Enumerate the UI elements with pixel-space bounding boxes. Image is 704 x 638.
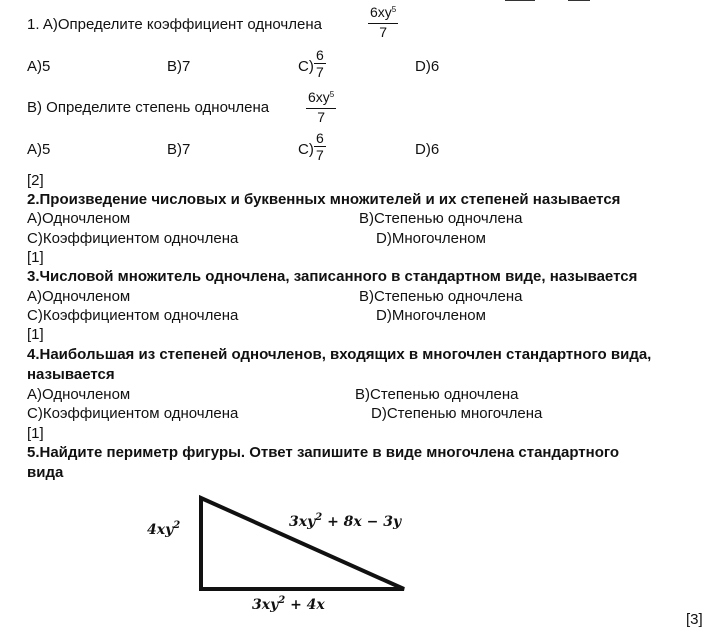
q1a-option-d: D)6	[415, 58, 440, 75]
q1a-denominator: 7	[379, 24, 388, 40]
q1b-numerator: 6xy	[308, 89, 330, 105]
triangle-shape	[201, 498, 404, 589]
q3-option-c: C)Коэффициентом одночлена	[27, 307, 239, 324]
q2-option-c: C)Коэффициентом одночлена	[27, 230, 239, 247]
q1a-option-a: A)5	[27, 58, 51, 75]
q2-option-a: A)Одночленом	[27, 210, 131, 227]
q5-score: [3]	[686, 611, 703, 628]
q1a-numerator: 6xy	[370, 4, 392, 20]
q3-option-d: D)Многочленом	[376, 307, 486, 324]
q1b-option-b: B)7	[167, 141, 191, 158]
triangle-bottom-side-label: $3xy^2 + 4x$	[252, 595, 325, 613]
q4-question-line1: 4.Наибольшая из степеней одночленов, входящих в многочлен стандартного вида,	[27, 346, 652, 363]
q4-option-d: D)Степенью многочлена	[371, 405, 543, 422]
q1a-prompt: 1. A)Определите коэффициент одночлена	[27, 16, 322, 33]
q4-option-c: C)Коэффициентом одночлена	[27, 405, 239, 422]
q1b-option-d: D)6	[415, 141, 440, 158]
q5-question-line2: вида	[27, 464, 64, 481]
triangle-hypotenuse-label: $3xy^2 + 8x - 3y$	[289, 512, 402, 530]
q2-option-b: B)Степенью одночлена	[359, 210, 523, 227]
q3-question: 3.Числовой множитель одночлена, записанного в стандартном виде, называется	[27, 268, 638, 285]
q1b-prompt: B) Определите степень одночлена	[27, 99, 270, 116]
q1a-option-b: B)7	[167, 58, 191, 75]
q1a-exponent: 5	[391, 5, 397, 14]
q1a-option-c-denominator: 7	[316, 64, 324, 80]
q2-option-d: D)Многочленом	[376, 230, 486, 247]
triangle-left-side-label: $4xy^2$	[147, 520, 181, 538]
q2-score: [1]	[27, 249, 44, 266]
q1a-option-c-prefix: C)	[298, 58, 314, 75]
q1b-option-c-denominator: 7	[316, 147, 324, 163]
q4-option-b: B)Степенью одночлена	[355, 386, 519, 403]
q1-score: [2]	[27, 172, 44, 189]
q2-question: 2.Произведение числовых и буквенных множителей и их степеней называется	[27, 191, 621, 208]
q5-question-line1: 5.Найдите периметр фигуры. Ответ запишите в виде многочлена стандартного	[27, 444, 620, 461]
q3-option-b: B)Степенью одночлена	[359, 288, 523, 305]
q4-score: [1]	[27, 425, 44, 442]
q4-question-line2: называется	[27, 366, 115, 383]
q1b-exponent: 5	[329, 90, 335, 99]
q1b-option-c-numerator: 6	[316, 130, 324, 146]
q1b-option-a: A)5	[27, 141, 51, 158]
q1b-denominator: 7	[317, 109, 326, 125]
q1a-option-c-numerator: 6	[316, 47, 324, 63]
q3-score: [1]	[27, 326, 44, 343]
q1b-option-c-prefix: C)	[298, 141, 314, 158]
q3-option-a: A)Одночленом	[27, 288, 131, 305]
q4-option-a: A)Одночленом	[27, 386, 131, 403]
